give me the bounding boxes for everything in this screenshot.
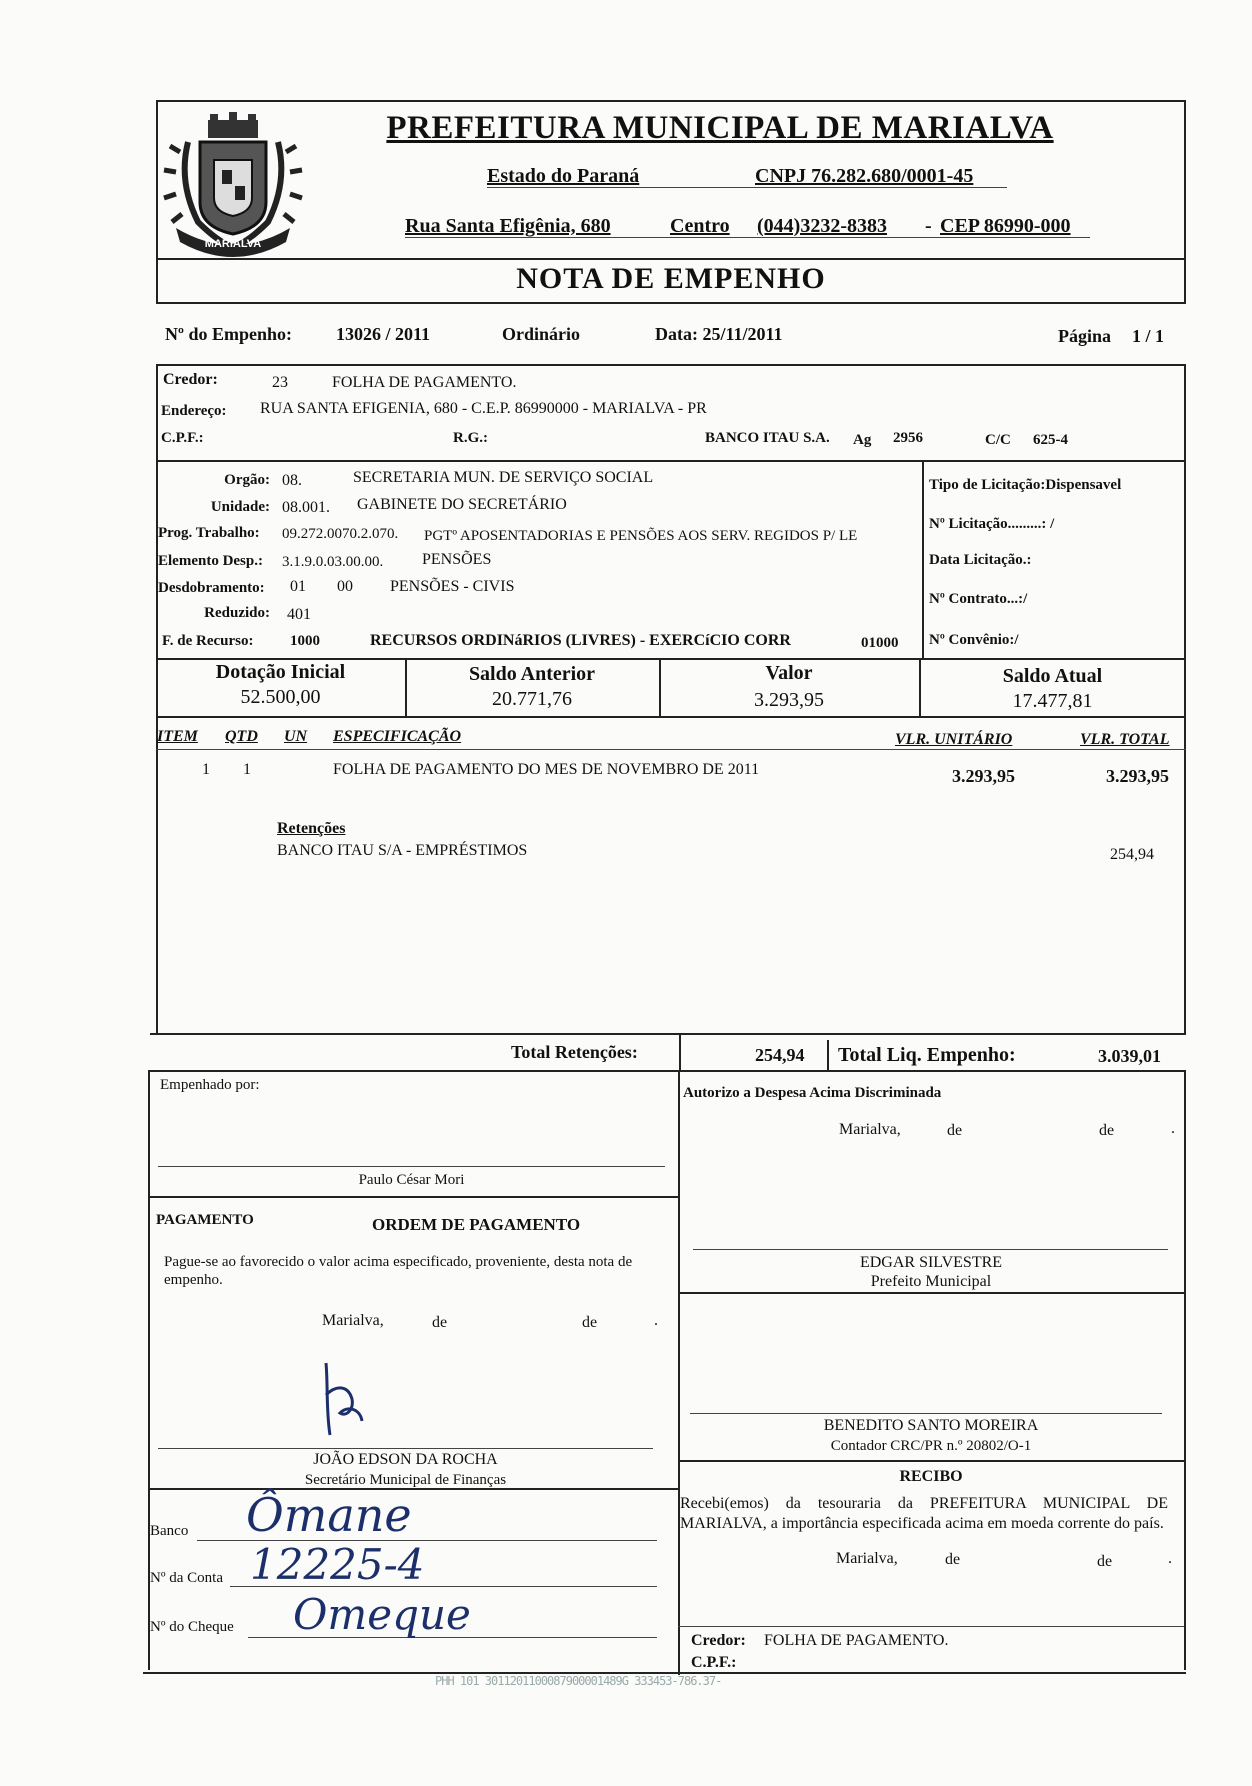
cpf-footer-label: C.P.F.: — [691, 1654, 737, 1671]
desdobramento-b: 00 — [337, 578, 353, 595]
retencoes-line: BANCO ITAU S/A - EMPRÉSTIMOS — [277, 842, 528, 859]
recibo-de-2: de — [1097, 1553, 1113, 1570]
prefeito-name: EDGAR SILVESTRE — [859, 1254, 1003, 1271]
credor-name: FOLHA DE PAGAMENTO. — [332, 374, 517, 391]
numero-convenio: Nº Convênio:/ — [929, 632, 1019, 648]
saldo-atual-label: Saldo Atual — [1002, 665, 1103, 687]
orgao-value: SECRETARIA MUN. DE SERVIÇO SOCIAL — [353, 469, 654, 486]
total-liq-value: 3.039,01 — [1098, 1046, 1161, 1066]
dotacao-value: 52.500,00 — [240, 686, 321, 708]
elemento-code: 3.1.9.0.03.00.00. — [282, 554, 384, 570]
prefeito-title: Prefeito Municipal — [870, 1273, 992, 1290]
col-un: UN — [284, 728, 308, 745]
prog-code: 09.272.0070.2.070. — [282, 526, 399, 542]
recurso-number: 01000 — [861, 635, 899, 651]
unidade-code: 08.001. — [282, 499, 330, 516]
conta-handwritten: 12225-4 — [250, 1540, 425, 1589]
endereco-value: RUA SANTA EFIGENIA, 680 - C.E.P. 86990000 - MARIALVA - PR — [260, 400, 707, 417]
agency-number: 2956 — [893, 430, 923, 446]
credor-footer-value: FOLHA DE PAGAMENTO. — [764, 1632, 949, 1649]
pagamento-de-1: de — [432, 1314, 448, 1331]
retencoes-title: Retenções — [277, 820, 346, 837]
empenhado-por-label: Empenhado por: — [160, 1077, 260, 1093]
municipal-crest-logo — [158, 102, 308, 258]
recibo-text: Recebi(emos) da tesouraria da PREFEITURA MUNICIPAL DE MARIALVA, a importância especificada acima em moeda corrente do país. — [680, 1495, 1168, 1532]
reduzido-label: Reduzido: — [204, 605, 270, 621]
autorizo-marialva: Marialva, — [839, 1121, 901, 1138]
total-liq-label: Total Liq. Empenho: — [838, 1044, 1016, 1066]
secretario-title: Secretário Municipal de Finanças — [304, 1472, 507, 1488]
credor-footer-label: Credor: — [691, 1632, 746, 1649]
item-vlr-total: 3.293,95 — [1106, 766, 1169, 786]
empenho-number: 13026 / 2011 — [336, 324, 431, 344]
phone-label: (044)3232-8383 — [757, 215, 887, 237]
prog-value: PGTº APOSENTADORIAS E PENSÕES AOS SERV. REGIDOS P/ LE — [424, 528, 858, 544]
empenho-date: Data: 25/11/2011 — [655, 324, 783, 344]
conta-label: Nº da Conta — [150, 1570, 223, 1586]
pague-text: Pague-se ao favorecido o valor acima especificado, proveniente, desta nota de empenho. — [164, 1254, 633, 1288]
bank-name: BANCO ITAU S.A. — [705, 430, 830, 446]
document-title: NOTA DE EMPENHO — [516, 262, 826, 295]
pagamento-label: PAGAMENTO — [156, 1212, 254, 1228]
endereco-label: Endereço: — [161, 403, 227, 419]
saldo-atual-value: 17.477,81 — [1012, 690, 1093, 712]
cc-number: 625-4 — [1033, 432, 1068, 448]
district-label: Centro — [670, 215, 730, 237]
col-vlr-unit: VLR. UNITÁRIO — [895, 731, 1013, 748]
credor-code: 23 — [272, 374, 288, 391]
address-separator: - — [925, 215, 932, 237]
tipo-licitacao: Tipo de Licitação:Dispensavel — [929, 477, 1122, 493]
total-retencoes-value: 254,94 — [755, 1045, 805, 1065]
autorizo-text: Autorizo a Despesa Acima Discriminada — [683, 1085, 942, 1101]
item-spec: FOLHA DE PAGAMENTO DO MES DE NOVEMBRO DE 2011 — [333, 761, 760, 778]
valor-value: 3.293,95 — [754, 689, 824, 711]
agency-label: Ag — [853, 432, 872, 448]
autorizo-de-1: de — [947, 1122, 963, 1139]
banco-label: Banco — [150, 1523, 189, 1539]
recurso-value: RECURSOS ORDINáRIOS (LIVRES) - EXERCíCIO CORR — [370, 632, 791, 649]
autorizo-dot: . — [1171, 1120, 1175, 1137]
col-spec: ESPECIFICAÇÃO — [333, 728, 462, 745]
page-label: Página — [1058, 326, 1112, 346]
numero-contrato: Nº Contrato...:/ — [929, 591, 1028, 607]
desdobramento-value: PENSÕES - CIVIS — [390, 578, 515, 595]
recurso-code: 1000 — [290, 633, 320, 649]
banco-handwritten: Ômane — [246, 1488, 412, 1542]
cnpj-label: CNPJ 76.282.680/0001-45 — [755, 165, 974, 187]
valor-label: Valor — [765, 662, 813, 684]
unidade-value: GABINETE DO SECRETÁRIO — [357, 496, 567, 513]
credor-label: Credor: — [163, 371, 218, 388]
empenho-number-label: Nº do Empenho: — [165, 324, 292, 344]
pagamento-marialva: Marialva, — [322, 1312, 384, 1329]
recibo-dot: . — [1168, 1550, 1172, 1567]
desdobramento-label: Desdobramento: — [158, 580, 265, 596]
col-qtd: QTD — [225, 728, 258, 745]
elemento-label: Elemento Desp.: — [158, 553, 263, 569]
total-retencoes-label: Total Retenções: — [511, 1042, 638, 1062]
retencoes-value: 254,94 — [1110, 846, 1154, 863]
crest-banner-text: MARIALVA — [204, 238, 262, 250]
estado-label: Estado do Paraná — [487, 165, 640, 187]
cc-label: C/C — [985, 432, 1011, 448]
empenho-type: Ordinário — [502, 324, 581, 344]
item-qtd: 1 — [243, 761, 251, 778]
recibo-marialva: Marialva, — [836, 1550, 898, 1567]
empenhado-por-name: Paulo César Mori — [358, 1172, 465, 1188]
rg-label: R.G.: — [453, 430, 488, 446]
address-label: Rua Santa Efigênia, 680 — [405, 215, 611, 237]
cpf-label: C.P.F.: — [161, 430, 204, 446]
data-licitacao: Data Licitação.: — [929, 552, 1032, 568]
secretario-name: JOÃO EDSON DA ROCHA — [313, 1451, 498, 1468]
desdobramento-a: 01 — [290, 578, 306, 595]
cep-label: CEP 86990-000 — [940, 215, 1071, 237]
col-item: ITEM — [157, 728, 198, 745]
ordem-pagamento-label: ORDEM DE PAGAMENTO — [372, 1215, 581, 1234]
dotacao-label: Dotação Inicial — [215, 661, 346, 683]
item-vlr-unit: 3.293,95 — [952, 766, 1015, 786]
saldo-anterior-value: 20.771,76 — [492, 688, 572, 710]
pagamento-de-2: de — [582, 1314, 598, 1331]
recurso-label: F. de Recurso: — [162, 633, 254, 649]
page-number: 1 / 1 — [1132, 326, 1165, 346]
prog-label: Prog. Trabalho: — [158, 525, 260, 541]
contador-title: Contador CRC/PR n.º 20802/O-1 — [830, 1438, 1032, 1454]
saldo-anterior-label: Saldo Anterior — [468, 663, 596, 685]
cheque-label: Nº do Cheque — [150, 1619, 234, 1635]
col-vlr-total: VLR. TOTAL — [1080, 731, 1170, 748]
recibo-title: RECIBO — [899, 1468, 963, 1485]
orgao-label: Orgão: — [224, 472, 270, 488]
numero-licitacao: Nº Licitação.........: / — [929, 516, 1055, 532]
footer-code: PHH 101 3011201100087900001489G 333453-786.37- — [435, 1674, 722, 1688]
cheque-handwritten: Omeque — [293, 1590, 471, 1639]
orgao-code: 08. — [282, 472, 302, 489]
item-number: 1 — [202, 761, 210, 778]
autorizo-de-2: de — [1099, 1122, 1115, 1139]
secretary-signature — [318, 1355, 378, 1440]
elemento-value: PENSÕES — [422, 551, 492, 568]
recibo-de-1: de — [945, 1551, 961, 1568]
pagamento-dot: . — [654, 1312, 658, 1329]
reduzido-value: 401 — [287, 606, 311, 623]
prefeitura-title: PREFEITURA MUNICIPAL DE MARIALVA — [386, 110, 1054, 146]
contador-name: BENEDITO SANTO MOREIRA — [823, 1417, 1039, 1434]
unidade-label: Unidade: — [210, 499, 270, 515]
